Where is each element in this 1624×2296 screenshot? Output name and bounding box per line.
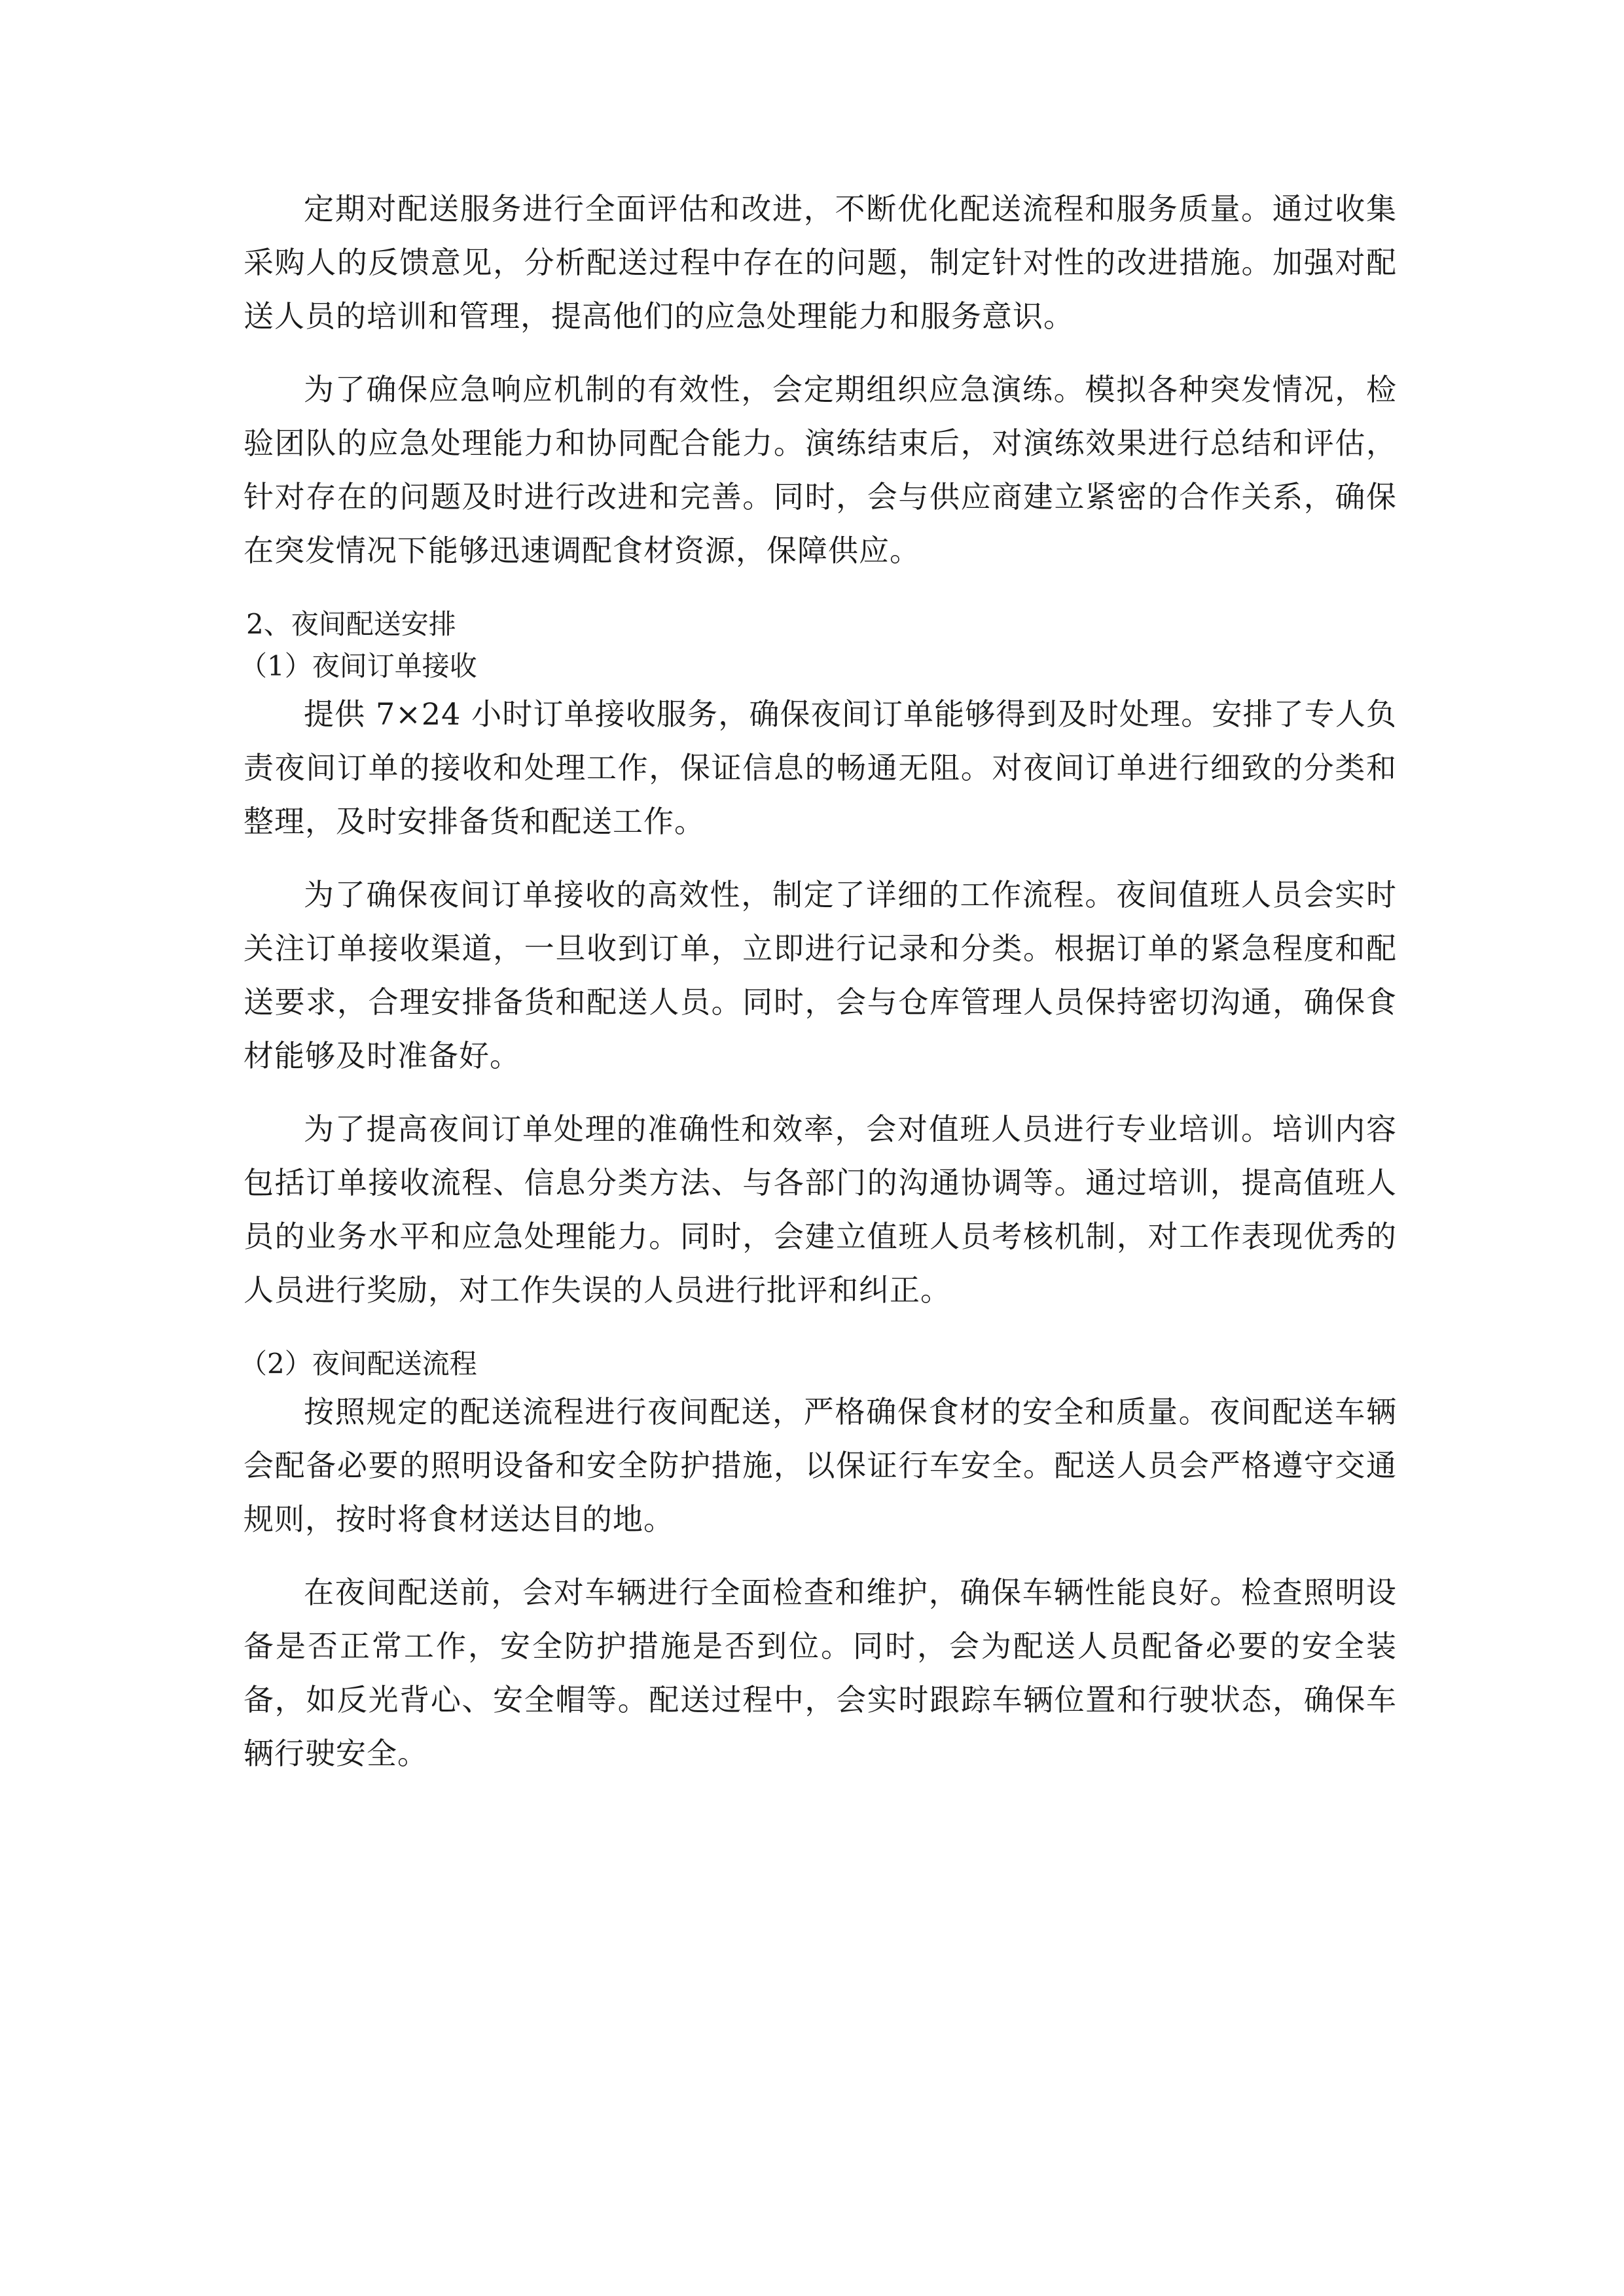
subsection-heading: （1）夜间订单接收 <box>240 650 477 682</box>
body-paragraph: 为了提高夜间订单处理的准确性和效率，会对值班人员进行专业培训。培训内容包括订单接收流程、信息分类方法、与各部门的沟通协调等。通过培训，提高值班人员的业务水平和应急处理能力。同时，会建立值班人员考核机制，对工作表现优秀的人员进行奖励，对工作失误的人员进行批评和纠正。 <box>244 1111 1397 1308</box>
body-paragraph: 定期对配送服务进行全面评估和改进，不断优化配送流程和服务质量。通过收集采购人的反馈意见，分析配送过程中存在的问题，制定针对性的改进措施。加强对配送人员的培训和管理，提高他们的应急处理能力和服务意识。 <box>244 191 1397 334</box>
section-heading: 2、夜间配送安排 <box>246 608 456 640</box>
subsection-heading: （2）夜间配送流程 <box>240 1348 477 1380</box>
body-paragraph: 在夜间配送前，会对车辆进行全面检查和维护，确保车辆性能良好。检查照明设备是否正常工作，安全防护措施是否到位。同时，会为配送人员配备必要的安全装备，如反光背心、安全帽等。配送过程中，会实时跟踪车辆位置和行驶状态，确保车辆行驶安全。 <box>244 1575 1397 1771</box>
body-paragraph: 按照规定的配送流程进行夜间配送，严格确保食材的安全和质量。夜间配送车辆会配备必要的照明设备和安全防护措施，以保证行车安全。配送人员会严格遵守交通规则，按时将食材送达目的地。 <box>244 1394 1397 1537</box>
body-paragraph: 提供 7×24 小时订单接收服务，确保夜间订单能够得到及时处理。安排了专人负责夜间订单的接收和处理工作，保证信息的畅通无阻。对夜间订单进行细致的分类和整理，及时安排备货和配送工作。 <box>244 696 1397 839</box>
body-paragraph: 为了确保夜间订单接收的高效性，制定了详细的工作流程。夜间值班人员会实时关注订单接收渠道，一旦收到订单，立即进行记录和分类。根据订单的紧急程度和配送要求，合理安排备货和配送人员。同时，会与仓库管理人员保持密切沟通，确保食材能够及时准备好。 <box>244 877 1397 1073</box>
document-page <box>240 182 1397 1800</box>
body-paragraph: 为了确保应急响应机制的有效性，会定期组织应急演练。模拟各种突发情况，检验团队的应急处理能力和协同配合能力。演练结束后，对演练效果进行总结和评估，针对存在的问题及时进行改进和完善。同时，会与供应商建立紧密的合作关系，确保在突发情况下能够迅速调配食材资源，保障供应。 <box>244 372 1397 568</box>
